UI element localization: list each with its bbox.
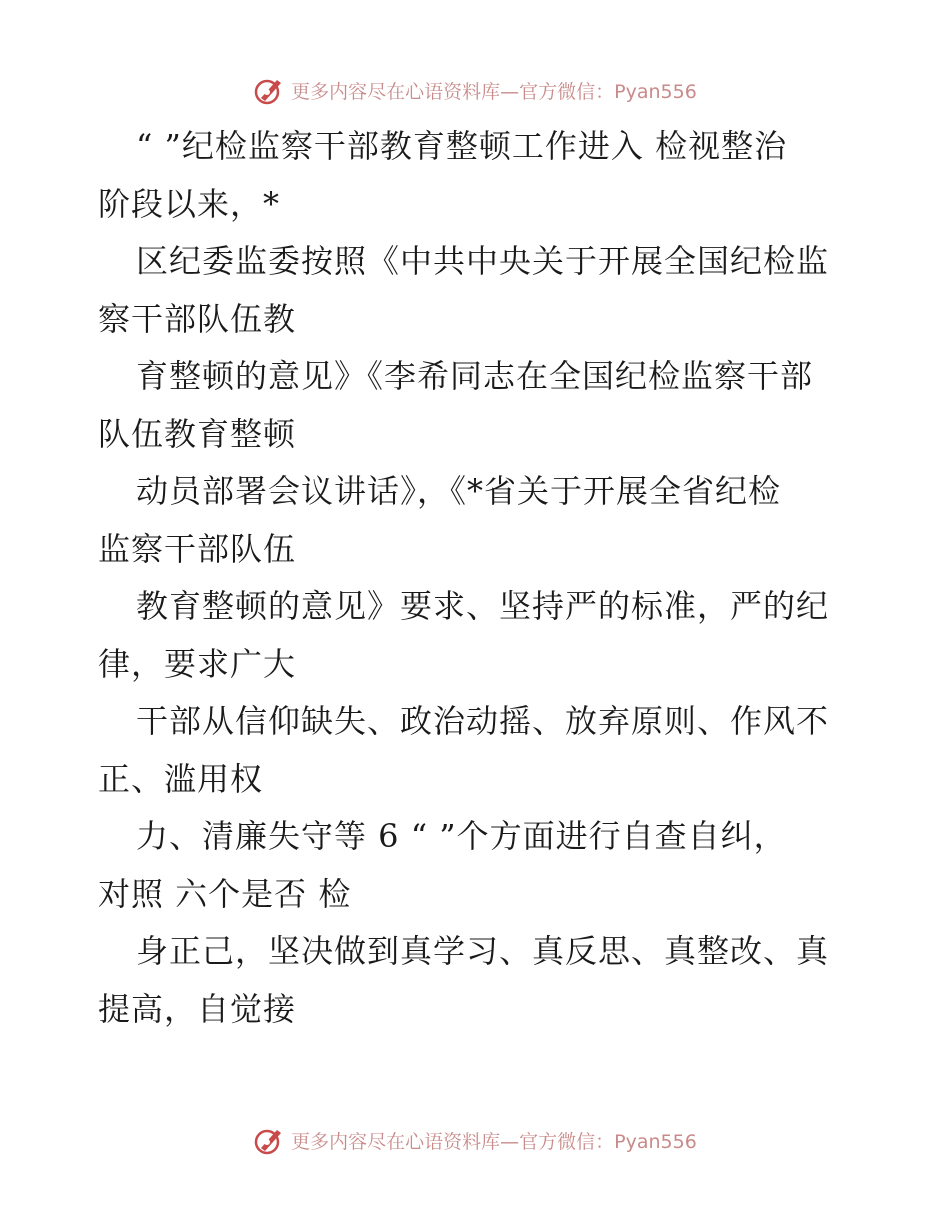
- pen-logo-icon: [253, 1124, 285, 1156]
- pen-logo-icon: [253, 74, 285, 106]
- footer-watermark-text: 更多内容尽在心语资料库—官方微信：Pyan556: [291, 1130, 697, 1153]
- body-line: 察干部队伍教: [98, 299, 297, 338]
- body-line: 育整顿的意见》《李希同志在全国纪检监察干部: [136, 357, 814, 395]
- body-line: 干部从信仰缺失、政治动摇、放弃原则、作风不: [136, 702, 830, 740]
- body-line: 提高，自觉接: [98, 989, 297, 1028]
- footer-watermark: [0, 1120, 950, 1160]
- body-line: 教育整顿的意见》要求、坚持严的标准，严的纪: [136, 587, 830, 625]
- body-line: 力、清廉失守等 6 “ ”个方面进行自查自纠，: [136, 817, 787, 855]
- body-line: 身正己，坚决做到真学习、真反思、真整改、真: [136, 932, 830, 970]
- body-line: 律，要求广大: [98, 644, 297, 683]
- header-watermark: [0, 70, 950, 110]
- body-line: 阶段以来，*: [98, 184, 281, 223]
- body-line: 动员部署会议讲话》，《*省关于开展全省纪检: [136, 472, 782, 510]
- header-watermark-text: 更多内容尽在心语资料库—官方微信：Pyan556: [291, 80, 697, 103]
- body-line: “ ”纪检监察干部教育整顿工作进入 检视整治: [136, 127, 788, 165]
- body-line: 正、滥用权: [98, 759, 264, 798]
- body-line: 区纪委监委按照《中共中央关于开展全国纪检监: [136, 242, 830, 280]
- body-line: 监察干部队伍: [98, 529, 297, 568]
- body-line: 对照 六个是否 检: [98, 874, 352, 913]
- document-body: [98, 118, 858, 1038]
- body-line: 队伍教育整顿: [98, 414, 297, 453]
